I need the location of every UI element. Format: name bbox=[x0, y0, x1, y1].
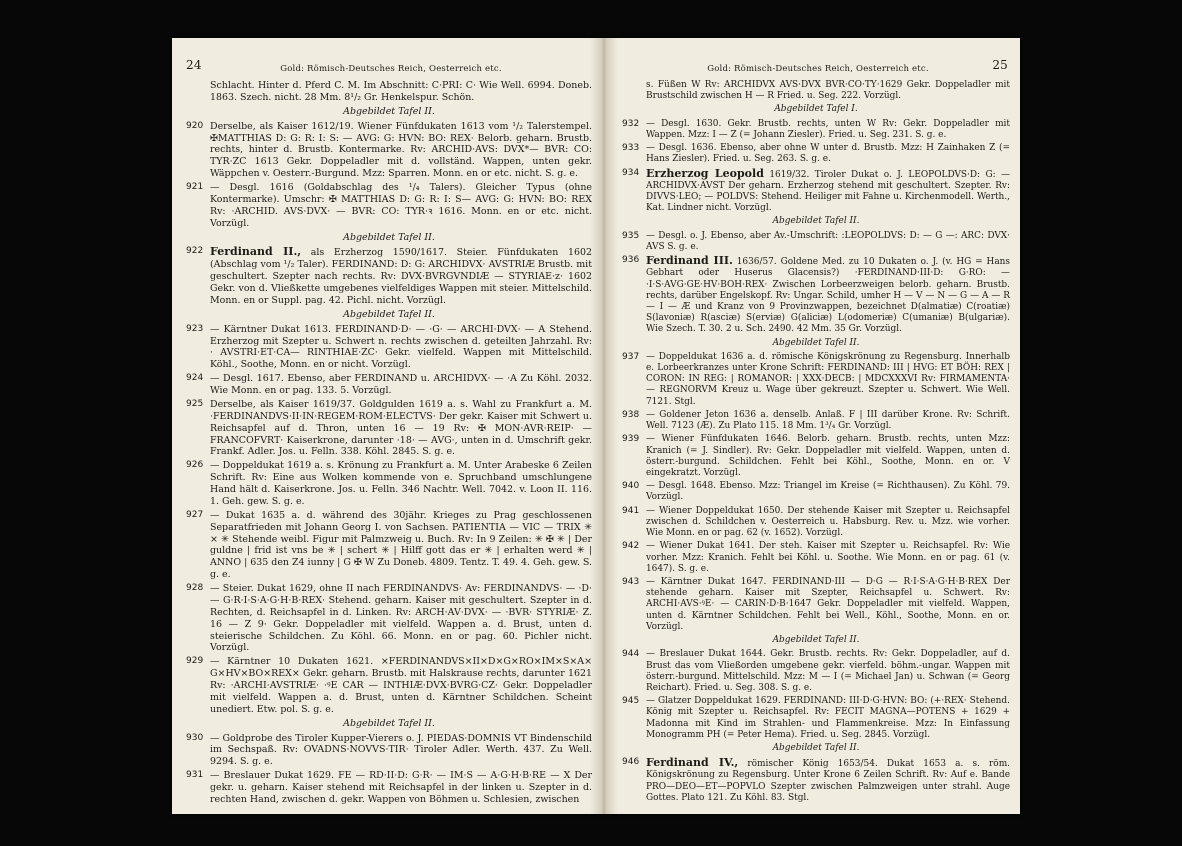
entry-number: 944 bbox=[622, 649, 640, 660]
catalog-entry bbox=[186, 460, 592, 508]
ruler-name: Ferdinand IV., bbox=[646, 756, 739, 770]
catalog-entry bbox=[622, 119, 1010, 141]
catalog-entry bbox=[622, 168, 1010, 215]
catalog-entry bbox=[186, 510, 592, 581]
entry-text: 1636/57. Goldene Med. zu 10 Dukaten o. J. (v. HG = Hans Gebhart oder Huserus Glacensis?) ·FERDINAND·III·D: G·RO: — ·I·S·AVG·GE·HV·BOH·REX· Zwischen Lorbeerzweigen belorb. geharn. Brustb. rechts, darüber Engelskopf. Rv: Ungar. Schild, umher H — V — N — G — A — R — I — Æ und Kranz von 9 Provinzwappen, bezeichnet D(almatiæ) C(roatiæ) S(lavoniæ) R(asciæ) S(erviæ) G(aliciæ) L(odomeriæ) C(umaniæ) B(ulgariæ). Wie Szech. T. 30. 2 u. Sch. 2490. 42 Mm. 35 Gr. Vorzügl. bbox=[646, 257, 1010, 335]
entry-text: — Desgl. 1617. Ebenso, aber FERDINAND u. ARCHIDVX· — ·A Zu Köhl. 2032. Wie Monn. en or pag. 133. 5. Vorzügl. bbox=[210, 373, 592, 396]
right-intro: s. Füßen W Rv: ARCHIDVX AVS·DVX BVR·CO·TY·1629 Gekr. Doppeladler mit Brustschild zwischen H — R Fried. u. Seg. 222. Vorzügl. bbox=[646, 80, 1010, 102]
right-entries bbox=[622, 80, 1014, 804]
entry-number: 921 bbox=[186, 182, 204, 192]
entry-text: — Desgl. 1636. Ebenso, aber ohne W unter d. Brustb. Mzz: H Zainhaken Z (= Hans Ziesler). Fried. u. Seg. 263. S. g. e. bbox=[646, 143, 1010, 165]
catalog-entry bbox=[622, 481, 1010, 503]
entry-number: 927 bbox=[186, 509, 204, 520]
catalog-entry bbox=[622, 506, 1010, 540]
ruler-name: Erzherzog Leopold bbox=[646, 166, 764, 180]
catalog-entry bbox=[622, 577, 1010, 633]
left-page bbox=[186, 58, 596, 808]
entry-text: — Doppeldukat 1636 a. d. römische Königskrönung zu Regensburg. Innerhalb e. Lorbeerkranzes unter Krone Schrift: FERDINAND: III | HVG: ET BÖH: REX | CORON: IN REG: | ROMANOR: | XXX·DECB: | MDCXXXVI Rv: FIRMAMENTA· — REGNORVM Kreuz u. Wage über gekreuzt. Szepter u. Schwert. Wie Well. 7121. Stgl. bbox=[646, 351, 1010, 407]
catalog-entry bbox=[622, 231, 1010, 253]
left-intro: Schlacht. Hinter d. Pferd C. M. Im Abschnitt: C·PRI: C· Wie Well. 6994. Doneb. 1863. Szech. nicht. 28 Mm. 8¹/₂ Gr. Henkelspur. Schön. bbox=[210, 80, 592, 103]
entry-number: 924 bbox=[186, 373, 204, 384]
entry-number: 940 bbox=[622, 481, 640, 492]
entry-number: 933 bbox=[622, 143, 640, 154]
entry-number: 939 bbox=[622, 434, 640, 445]
catalog-entry bbox=[186, 182, 592, 230]
plate-reference: Abgebildet Tafel II. bbox=[772, 635, 860, 646]
entry-number: 943 bbox=[622, 576, 640, 587]
catalog-entry bbox=[186, 324, 592, 372]
entry-text: römischer König 1653/54. Dukat 1653 a. s. röm. Königskrönung zu Regensburg. Unter Krone 6 Zeilen Schrift. Rv: Auf e. Bande PRO—DEO—ET—POPVLO Szepter zwischen Palmzweigen unter strahl. Auge Gottes. Plato 121. Zu Köhl. 83. Stgl. bbox=[646, 759, 1011, 803]
entry-text: — Desgl. 1616 (Goldabschlag des ¹/₄ Talers). Gleicher Typus (ohne Kontermarke). Umschr: ✠ MATTHIAS D: G: R: I: S— AVG: G: HVN: BO: REX Rv: ·ARCHID. AVS·DVX· — BVR: CO: TYR·ꝛ 1616. Monn. en or etc. nicht. Vorzügl. bbox=[210, 182, 592, 229]
entry-text: — Wiener Doppeldukat 1650. Der stehende Kaiser mit Szepter u. Reichsapfel zwischen d. Schildchen v. Oesterreich u. Habsburg. Rev. u. Mzz. wie vorher. Wie Monn. en or pag. 62 (v. 1652). Vorzügl. bbox=[646, 505, 1010, 539]
catalog-entry bbox=[186, 733, 592, 769]
entry-text: Derselbe, als Kaiser 1612/19. Wiener Fünfdukaten 1613 vom ¹/₂ Talerstempel. ✠MATTHIAS D: G: R: I: S: — AVG: G: HVN: BO: REX· Belorb. geharn. Brustb. rechts, hinter d. Brustb. Kontermarke. Rv: ARCHID·AVS: DVX*— BVR: CO: TYR·ZC 1613 Gekr. Doppeladler mit d. vollständ. Wappen, unten gekr. Wäppchen v. Oesterr.-Burgund. Mzz: Sparren. Monn. en or etc. nicht. S. g. e. bbox=[210, 120, 592, 180]
entry-text: 1619/32. Tiroler Dukat o. J. LEOPOLDVS·D: G: — ARCHIDVX·AVST Der geharn. Erzherzog stehend mit geschultert. Szepter. Rv: DIVVS·LEO; — POLDVS: Stehend. Heiliger mit Fahne u. Kirchenmodell. Werth., Kat. Lindner nicht. Vorzügl. bbox=[646, 169, 1011, 214]
book-spread bbox=[172, 38, 1020, 814]
catalog-entry bbox=[622, 255, 1010, 336]
entry-number: 938 bbox=[622, 409, 640, 420]
plate-reference: Abgebildet Tafel II. bbox=[772, 337, 860, 348]
plate-reference: Abgebildet Tafel II. bbox=[772, 216, 860, 227]
catalog-entry bbox=[622, 541, 1010, 575]
entry-text: — Desgl. 1630. Gekr. Brustb. rechts, unten W Rv: Gekr. Doppeladler mit Wappen. Mzz: I — Z (= Johann Ziesler). Fried. u. Seg. 231. S. g. e. bbox=[646, 118, 1010, 140]
plate-reference: Abgebildet Tafel II. bbox=[343, 308, 435, 320]
entry-number: 926 bbox=[186, 460, 204, 471]
catalog-entry bbox=[186, 373, 592, 397]
catalog-entry bbox=[622, 649, 1010, 694]
catalog-entry bbox=[622, 434, 1010, 479]
entry-number: 922 bbox=[186, 246, 204, 257]
right-page-number: 25 bbox=[992, 58, 1008, 72]
catalog-entry bbox=[186, 583, 592, 654]
entry-text: — Doppeldukat 1619 a. s. Krönung zu Frankfurt a. M. Unter Arabeske 6 Zeilen Schrift. Rv: Eine aus Wolken kommende von e. Spruchband umschlungene Hand hält d. Kaiserkrone. Jos. u. Felln. 346 Nachtr. Well. 7042. v. Loon II. 116. 1. Geh. gew. S. g. e. bbox=[210, 460, 592, 507]
entry-text: — Goldprobe des Tiroler Kupper-Vierers o. J. PIEDAS·DOMNIS VT Bindenschild im Sechspaß. Rv: OVADNS·NOVVS·TIR· Tiroler Adler. Werth. 437. Zu Well. 9294. S. g. e. bbox=[210, 732, 592, 768]
right-running-head: Gold: Römisch-Deutsches Reich, Oesterreich etc. bbox=[707, 64, 929, 74]
catalog-entry bbox=[622, 757, 1010, 804]
entry-text: — Wiener Dukat 1641. Der steh. Kaiser mit Szepter u. Reichsapfel. Rv: Wie vorher. Mzz: Kranich. Fehlt bei Köhl. u. Soothe. Wie Monn. en or pag. 61 (v. 1647). S. g. e. bbox=[646, 541, 1010, 574]
entry-text: — Glatzer Doppeldukat 1629. FERDINAND: III·D·G·HVN: BO: (+·REX· Stehend. König mit Szepter u. Reichsapfel. Rv: FECIT MAGNA—POTENS + 1629 + Madonna mit Kind im Strahlen- und Flammenkreise. Mzz: In Einfassung Monogramm PH (= Peter Hema). Fried. u. Seg. 2845. Vorzügl. bbox=[646, 696, 1010, 740]
catalog-entry bbox=[186, 246, 592, 306]
entry-text: — Desgl. 1648. Ebenso. Mzz: Triangel im Kreise (= Richthausen). Zu Köhl. 79. Vorzügl. bbox=[646, 481, 1010, 503]
left-entries bbox=[186, 80, 596, 806]
entry-number: 937 bbox=[622, 351, 640, 362]
entry-number: 925 bbox=[186, 398, 204, 409]
plate-reference: Abgebildet Tafel II. bbox=[343, 717, 435, 729]
right-page bbox=[622, 58, 1014, 806]
entry-number: 934 bbox=[622, 167, 640, 178]
ruler-name: Ferdinand III. bbox=[646, 254, 733, 268]
catalog-entry bbox=[186, 656, 592, 715]
entry-number: 931 bbox=[186, 770, 204, 781]
entry-number: 935 bbox=[622, 230, 640, 241]
catalog-entry bbox=[622, 410, 1010, 432]
entry-text: — Kärntner 10 Dukaten 1621. ×FERDINANDVS×II×D×G×RO×IM×S×A× G×HV×BO×REX× Gekr. geharn. Brustb. mit Halskrause rechts, darunter 1621 Rv: ·ARCHI·AVSTRIÆ· ·ꝰE CAR — INTHIÆ·DVX·BVRG·CZ· Gekr. Doppeladler mit vielfeld. Wappen a. d. Brust, unten d. Kärntner Schildchen. Scheint unediert. Etw. pol. S. g. e. bbox=[210, 656, 592, 715]
entry-text: — Steier. Dukat 1629, ohne II nach FERDINANDVS· Av: FERDINANDVS· — ·D· — G·R·I·S·A·G·H·B·REX· Stehend. geharn. Kaiser mit geschultert. Szepter in d. Rechten, d. Reichsapfel in d. Linken. Rv: ARCH·AV·DVX· — ·BVR· STYRIÆ· Z. 16 — Z 9· Gekr. Doppeladler mit vielfeld. Wappen a. d. Brust, unten d. steierische Schildchen. Zu Köhl. 66. Monn. en or pag. 60. Pichler nicht. Vorzügl. bbox=[210, 583, 592, 654]
entry-number: 929 bbox=[186, 656, 204, 667]
catalog-entry bbox=[186, 770, 592, 806]
entry-number: 920 bbox=[186, 120, 204, 131]
entry-text: — Kärntner Dukat 1613. FERDINAND·D· — ·G· — ARCHI·DVX· — A Stehend. Erzherzog mit Szepter u. Schwert n. rechts zwischen d. geteilten Jahrzahl. Rv: · AVSTRI·ET·CA— RINTHIAE·ZC· Gekr. vielfeld. Wappen mit Mittelschild. Köhl., Soothe, Monn. en or nicht. Vorzügl. bbox=[210, 323, 592, 371]
catalog-entry bbox=[622, 352, 1010, 408]
entry-text: — Breslauer Dukat 1629. FE — RD·II·D: G·R· — IM·S — A·G·H·B·RE — X Der gekr. u. geharn. Kaiser stehend mit Reichsapfel in der linken u. Szepter in d. rechten Hand, zwischen d. gekr. Wappen von Böhmen u. Schlesien, zwischen bbox=[210, 770, 592, 805]
entry-text: — Wiener Fünfdukaten 1646. Belorb. geharn. Brustb. rechts, unten Mzz: Kranich (= J. Sindler). Rv: Gekr. Doppeladler mit vielfeld. Wappen, unten d. österr.-burgund. Schildchen. Fehlt bei Köhl., Soothe, Monn. en or. V eingekratzt. Vorzügl. bbox=[646, 434, 1010, 478]
left-page-number: 24 bbox=[186, 58, 202, 72]
entry-number: 936 bbox=[622, 255, 640, 266]
entry-text: — Breslauer Dukat 1644. Gekr. Brustb. rechts. Rv: Gekr. Doppeladler, auf d. Brust das vom Vließorden umgebene gekr. vierfeld. böhm.-ungar. Wappen mit österr.-burgund. Mittelschild. Mzz: M — I (= Michael Jan) u. Schwan (= Georg Reichart). Fried. u. Seg. 308. S. g. e. bbox=[646, 649, 1010, 693]
catalog-entry bbox=[186, 121, 592, 180]
catalog-entry bbox=[622, 696, 1010, 741]
ruler-name: Ferdinand II., bbox=[210, 245, 302, 259]
left-page-header bbox=[186, 58, 596, 80]
entry-text: Derselbe, als Kaiser 1619/37. Goldgulden 1619 a. s. Wahl zu Frankfurt a. M. ·FERDINANDVS·II·IN·REGEM·ROM·ELECTVS· Der gekr. Kaiser mit Schwert u. Reichsapfel auf d. Thron, unten 16 — 19 Rv: ✠ MON·AVR·REIP· — FRANCOFVRT· Kaiserkrone, darunter ·18· — AVG·, unten in d. Umschrift gekr. Frankf. Adler. Jos. u. Felln. 338. Köhl. 2845. S. g. e. bbox=[210, 398, 592, 458]
entry-text: — Dukat 1635 a. d. während des 30jähr. Krieges zu Prag geschlossenen Separatfrieden mit Johann Georg I. von Sachsen. PATIENTIA — VIC — TRIX ✳ × ✳ Stehende weibl. Figur mit Palmzweig u. Buch. Rv: In 9 Zeilen: ✳ ✠ ✳ | Der guldne | frid ist vns be ✳ | schert ✳ | Hilff gott das er ✳ | erhalten werd ✳ | ANNO | 635 den Z4 iunny | G ✠ W Zu Doneb. 4809. Tentz. T. 49. 4. Geh. gew. S. g. e. bbox=[210, 509, 592, 581]
plate-reference: Abgebildet Tafel II. bbox=[772, 743, 860, 754]
entry-text: — Goldener Jeton 1636 a. denselb. Anlaß. F | III darüber Krone. Rv: Schrift. Well. 7123 (Æ). Zu Plato 115. 18 Mm. 1³/₄ Gr. Vorzügl. bbox=[646, 409, 1010, 432]
plate-reference: Abgebildet Tafel II. bbox=[343, 231, 435, 243]
entry-number: 941 bbox=[622, 505, 640, 516]
right-page-header bbox=[622, 58, 1014, 80]
entry-text: — Desgl. o. J. Ebenso, aber Av.-Umschrift: :LEOPOLDVS: D: — G —: ARC: DVX· AVS S. g. e. bbox=[646, 230, 1010, 252]
entry-number: 923 bbox=[186, 323, 204, 334]
entry-number: 946 bbox=[622, 757, 640, 768]
catalog-entry bbox=[622, 143, 1010, 165]
right-intro-plate: Abgebildet Tafel I. bbox=[774, 104, 858, 115]
entry-text: — Kärntner Dukat 1647. FERDINAND·III — D·G — R·I·S·A·G·H·B·REX Der stehende geharn. Kaiser mit Szepter, Reichsapfel u. Schwert. Rv: ARCHI·AVS·ꝰE· — CARIN·D·B·1647 Gekr. Doppeladler mit vielfeld. Wappen, unten d. Kärntner Schildchen. Fehlt bei Well., Köhl., Soothe, Monn. en or. Vorzügl. bbox=[646, 576, 1010, 632]
entry-number: 932 bbox=[622, 118, 640, 129]
left-intro-plate: Abgebildet Tafel II. bbox=[343, 105, 435, 117]
entry-number: 945 bbox=[622, 696, 640, 707]
left-running-head: Gold: Römisch-Deutsches Reich, Oesterreich etc. bbox=[280, 64, 502, 74]
catalog-entry bbox=[186, 399, 592, 458]
entry-number: 928 bbox=[186, 583, 204, 593]
entry-text: als Erzherzog 1590/1617. Steier. Fünfdukaten 1602 (Abschlag vom ¹/₂ Taler). FERDINAND: D: G: ARCHIDVX· AVSTRIÆ Brustb. mit geschultert. Szepter nach rechts. Rv: DVX·BVRGVNDIÆ — STYRIAE·z· 1602 Gekr. von d. Vließkette umgebenes vielfeldiges Wappen mit steier. Mittelschild. Monn. en or Suppl. pag. 42. Pichl. nicht. Vorzügl. bbox=[210, 247, 593, 306]
entry-number: 930 bbox=[186, 732, 204, 743]
entry-number: 942 bbox=[622, 541, 640, 552]
